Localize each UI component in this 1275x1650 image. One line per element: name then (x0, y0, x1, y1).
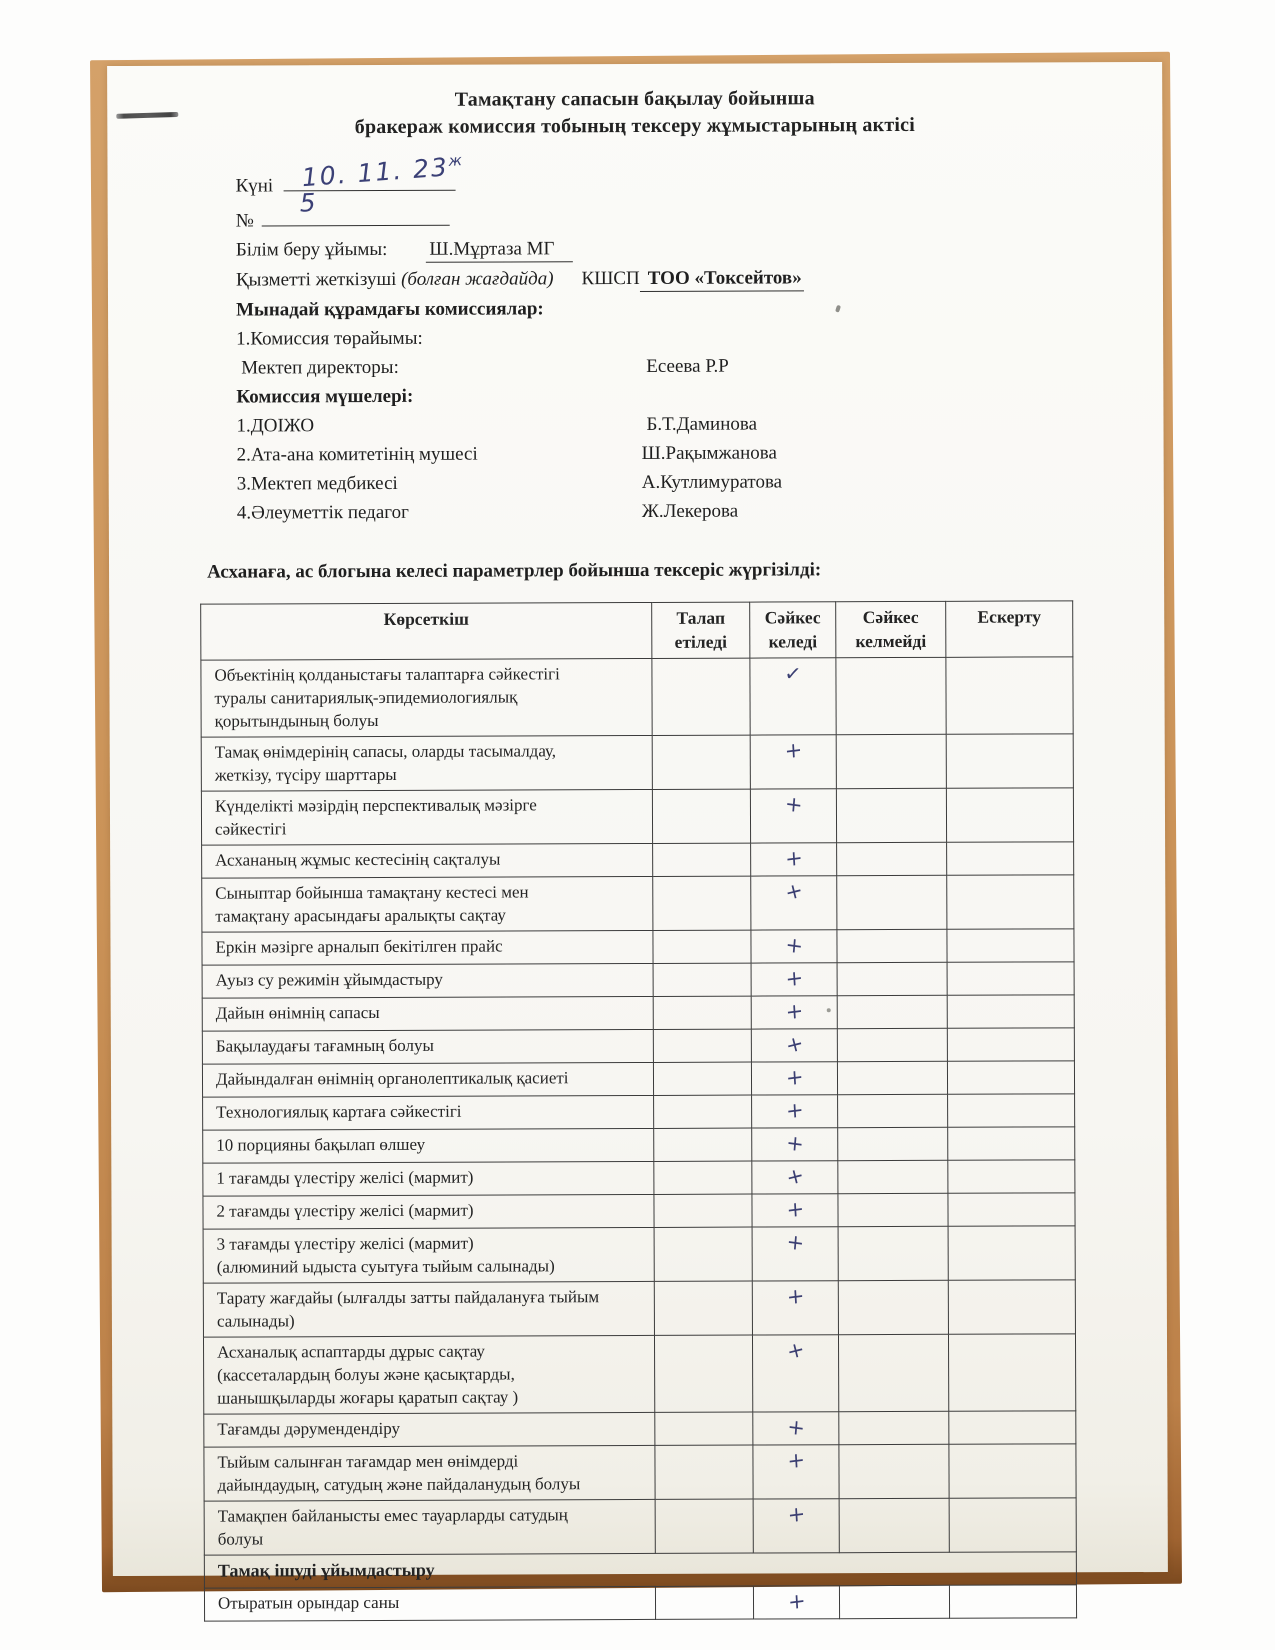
matches-cell (751, 996, 837, 1029)
not-matches-cell (837, 995, 947, 1028)
not-matches-cell (838, 1334, 948, 1411)
handwritten-checkmark: + (786, 1447, 806, 1474)
matches-cell (753, 1586, 839, 1619)
handwritten-checkmark: + (782, 877, 806, 906)
handwritten-number: 5 (299, 187, 319, 218)
date-label: Күні (235, 175, 274, 197)
member-role: 3.Мектеп медбикесі (236, 472, 398, 495)
matches-cell (752, 1227, 838, 1281)
org-line (236, 234, 1163, 264)
indicator-cell: Технологиялық картаға сәйкестігі (203, 1095, 654, 1130)
not-matches-cell (839, 1444, 949, 1498)
indicator-cell: 10 порцияны бақылап өлшеу (203, 1128, 654, 1163)
note-cell (948, 1094, 1075, 1127)
required-cell (652, 735, 750, 789)
required-cell (654, 1095, 752, 1128)
note-cell (949, 1585, 1076, 1618)
note-cell (946, 788, 1073, 842)
matches-cell (753, 1412, 839, 1445)
handwritten-checkmark: + (783, 1336, 807, 1365)
member-name: Ш.Рақымжанова (641, 442, 777, 464)
handwritten-checkmark: + (785, 1130, 805, 1157)
provider-note: (болған жағдайда) (401, 268, 554, 290)
required-cell (654, 1128, 752, 1161)
table-row (203, 1127, 1075, 1163)
not-matches-cell (836, 734, 946, 788)
indicator-cell: Тарату жағдайы (ылғалды затты пайдалануға тыйым салынады) (203, 1281, 654, 1337)
required-cell (652, 658, 750, 735)
indicator-cell: Асханалық аспаптарды дұрыс сақтау (кассеталардың болуы және қасықтарды, шанышқыларды жоғары қаратып сақтау ) (203, 1335, 654, 1414)
not-matches-cell (838, 1226, 948, 1280)
matches-cell (753, 1499, 839, 1553)
note-cell (948, 1160, 1075, 1193)
not-matches-cell (838, 1127, 948, 1160)
matches-cell (751, 1062, 837, 1095)
required-cell (653, 963, 751, 996)
handwritten-checkmark: + (783, 1162, 807, 1191)
provider-line (236, 264, 1163, 294)
required-cell (653, 1029, 751, 1062)
required-cell (654, 1194, 752, 1227)
chair-heading: 1.Комиссия төрайымы: (236, 327, 423, 350)
table-row (201, 734, 1073, 791)
member-role: 1.ДОІЖО (236, 415, 315, 437)
indicator-cell: Дайын өнімнің сапасы (202, 996, 653, 1031)
matches-cell (752, 1194, 838, 1227)
not-matches-cell (837, 1028, 947, 1061)
table-row (204, 1411, 1076, 1447)
not-matches-cell (838, 1094, 948, 1127)
matches-cell (750, 735, 836, 789)
table-header-row (201, 601, 1073, 660)
indicator-cell: Тамақпен байланысты емес тауарларды сатудың болуы (204, 1499, 655, 1555)
table-row (202, 842, 1074, 878)
indicator-cell: 3 тағамды үлестіру желісі (мармит) (алюминий ыдыста суытуға тыйым салынады) (203, 1227, 654, 1283)
matches-cell (751, 930, 837, 963)
matches-cell (751, 876, 837, 930)
section-header: Тамақ ішуді ұйымдастыру (204, 1552, 1076, 1588)
indicator-cell: Тамақ өнімдерінің сапасы, оларды тасымалдау, жеткізу, түсіру шарттары (201, 735, 652, 791)
header-matches: Сәйкес келеді (750, 602, 836, 658)
table-row (203, 1193, 1075, 1229)
required-cell (653, 930, 751, 963)
provider-label: Қызметті жеткізуші (235, 268, 397, 291)
handwritten-checkmark: + (784, 845, 804, 872)
note-cell (948, 1280, 1075, 1334)
note-cell (947, 962, 1074, 995)
document-page (107, 62, 1168, 1615)
handwritten-checkmark: ✓ (783, 660, 803, 687)
required-cell (655, 1586, 753, 1619)
matches-cell (750, 789, 836, 843)
not-matches-cell (837, 842, 947, 875)
handwritten-checkmark: + (785, 1229, 805, 1256)
note-cell (948, 1193, 1075, 1226)
note-cell (949, 1498, 1076, 1552)
date-line (235, 151, 1162, 199)
table-row (202, 1061, 1074, 1097)
title-line-1: Тамақтану сапасын бақылау бойынша (454, 87, 815, 111)
note-cell (947, 1028, 1074, 1061)
required-cell (655, 1445, 753, 1499)
matches-cell (751, 963, 837, 996)
required-cell (653, 843, 751, 876)
handwritten-checkmark: + (784, 965, 804, 992)
note-cell (946, 657, 1073, 734)
handwritten-checkmark: + (786, 1414, 806, 1441)
matches-cell (751, 843, 837, 876)
table-row (203, 1226, 1075, 1283)
table-row (202, 929, 1074, 965)
matches-cell (752, 1281, 838, 1335)
indicator-cell: Күнделікті мәзірдің перспективалық мәзірге сәйкестігі (201, 789, 652, 845)
chair-name: Есеева Р.Р (646, 355, 729, 377)
handwritten-checkmark: + (787, 1588, 806, 1615)
indicator-cell: Асхананың жұмыс кестесінің сақталуы (202, 843, 653, 878)
title-line-2: бракераж комиссия тобының тексеру жұмыстарының актісі (354, 113, 915, 139)
not-matches-cell (837, 875, 947, 929)
required-cell (653, 1062, 751, 1095)
member-row (237, 468, 1164, 497)
inspection-intro: Асханаға, ас блогына келесі параметрлер бойынша тексеріс жүргізілді: (207, 559, 822, 583)
not-matches-cell (837, 962, 947, 995)
number-line (235, 187, 1163, 234)
matches-cell (752, 1095, 838, 1128)
handwritten-checkmark: + (785, 1196, 805, 1223)
matches-cell (751, 1029, 837, 1062)
scan-speck (827, 1008, 831, 1012)
handwritten-checkmark: + (783, 791, 804, 818)
provider-prefix: КШСП (581, 267, 640, 290)
note-cell (948, 1127, 1075, 1160)
org-label: Білім беру ұйымы: (235, 238, 388, 261)
indicator-cell: Ауыз су режимін ұйымдастыру (202, 963, 653, 998)
handwritten-checkmark: + (785, 1064, 804, 1091)
not-matches-cell (837, 929, 947, 962)
note-cell (947, 842, 1074, 875)
required-cell (654, 1161, 752, 1194)
note-cell (947, 995, 1074, 1028)
meta-block (235, 151, 1163, 526)
table-row (204, 1585, 1076, 1621)
handwritten-checkmark: + (784, 998, 804, 1025)
note-cell (947, 875, 1074, 929)
member-role: 2.Ата-ана комитетінің мушесі (236, 443, 478, 466)
note-cell (946, 734, 1073, 788)
note-cell (948, 1334, 1075, 1411)
inspection-table-body (201, 657, 1077, 1621)
not-matches-cell (838, 1280, 948, 1334)
required-cell (654, 1227, 752, 1281)
required-cell (653, 996, 751, 1029)
not-matches-cell (838, 1193, 948, 1226)
handwritten-date: 10. 11. $23^ж$ (300, 151, 463, 193)
note-cell (949, 1444, 1076, 1498)
required-cell (654, 1335, 752, 1412)
matches-cell (753, 1445, 839, 1499)
required-cell (652, 789, 750, 843)
not-matches-cell (837, 1061, 947, 1094)
matches-cell (752, 1128, 838, 1161)
handwritten-checkmark: + (782, 1030, 806, 1059)
handwritten-checkmark: + (785, 1283, 805, 1310)
indicator-cell: Сыныптар бойынша тамақтану кестесі мен тамақтану арасындағы аралықты сақтау (202, 876, 653, 932)
table-row (204, 1498, 1076, 1555)
member-role: 4.Әлеуметтік педагог (236, 501, 409, 524)
header-required: Талап етіледі (652, 602, 750, 658)
table-row (201, 657, 1073, 737)
table-row (202, 875, 1074, 932)
document-title (107, 84, 1162, 142)
provider-value: ТОО «Токсейтов» (640, 265, 804, 292)
table-row (202, 1028, 1074, 1064)
table-row (203, 1094, 1075, 1130)
note-cell (947, 1061, 1074, 1094)
indicator-cell: Дайындалған өнімнің органолептикалық қасиеті (202, 1062, 653, 1097)
note-cell (949, 1411, 1076, 1444)
number-label: № (235, 210, 254, 232)
header-indicator: Көрсеткіш (201, 602, 652, 660)
inspection-table (200, 600, 1077, 1621)
required-cell (655, 1499, 753, 1553)
indicator-cell: 1 тағамды үлестіру желісі (мармит) (203, 1161, 654, 1196)
org-value: Ш.Мұртаза МГ (425, 236, 572, 263)
chair-row (236, 352, 1163, 381)
handwritten-checkmark: + (785, 1097, 804, 1124)
member-row (237, 497, 1164, 526)
table-row (202, 962, 1074, 998)
header-not-matches: Сәйкес келмейді (836, 601, 946, 657)
required-cell (655, 1412, 753, 1445)
handwritten-checkmark: + (783, 737, 803, 764)
not-matches-cell (836, 657, 946, 734)
section-row (204, 1552, 1076, 1588)
member-name: Б.Т.Даминова (646, 413, 758, 435)
member-row (236, 410, 1163, 439)
indicator-cell: Объектінің қолданыстағы талаптарға сәйкестігі туралы санитариялық-эпидемиологиялық қорытындының болуы (201, 658, 652, 737)
chair-role: Мектеп директоры: (241, 356, 399, 379)
matches-cell (752, 1161, 838, 1194)
table-row (204, 1444, 1076, 1501)
indicator-cell: Тағамды дәрумендендіру (204, 1412, 655, 1447)
indicator-cell: Бақылаудағы тағамның болуы (202, 1029, 653, 1064)
table-row (202, 995, 1074, 1031)
table-row (201, 788, 1073, 845)
table-row (203, 1334, 1075, 1414)
composition-heading: Мынадай құрамдағы комиссиялар: (236, 298, 544, 321)
not-matches-cell (836, 788, 946, 842)
header-note: Ескерту (946, 601, 1073, 657)
indicator-cell: Тыйым салынған тағамдар мен өнімдерді дайындаудың, сатудың және пайдаланудың болуы (204, 1445, 655, 1501)
note-cell (947, 929, 1074, 962)
matches-cell (750, 658, 836, 735)
note-cell (948, 1226, 1075, 1280)
matches-cell (752, 1335, 838, 1412)
not-matches-cell (838, 1160, 948, 1193)
handwritten-checkmark: + (786, 1501, 806, 1528)
indicator-cell: 2 тағамды үлестіру желісі (мармит) (203, 1194, 654, 1229)
table-row (203, 1160, 1075, 1196)
indicator-cell: Отыратын орындар саны (204, 1586, 655, 1621)
member-name: А.Кутлимуратова (641, 471, 783, 493)
not-matches-cell (839, 1498, 949, 1552)
not-matches-cell (839, 1411, 949, 1444)
handwritten-checkmark: + (784, 932, 804, 959)
number-underline (262, 187, 450, 227)
table-row (203, 1280, 1075, 1337)
member-name: Ж.Лекерова (641, 500, 739, 522)
required-cell (654, 1281, 752, 1335)
indicator-cell: Еркін мәзірге арналып бекітілген прайс (202, 930, 653, 965)
not-matches-cell (839, 1585, 949, 1618)
members-heading: Комиссия мүшелері: (236, 385, 414, 408)
member-row (237, 439, 1164, 468)
required-cell (653, 876, 751, 930)
